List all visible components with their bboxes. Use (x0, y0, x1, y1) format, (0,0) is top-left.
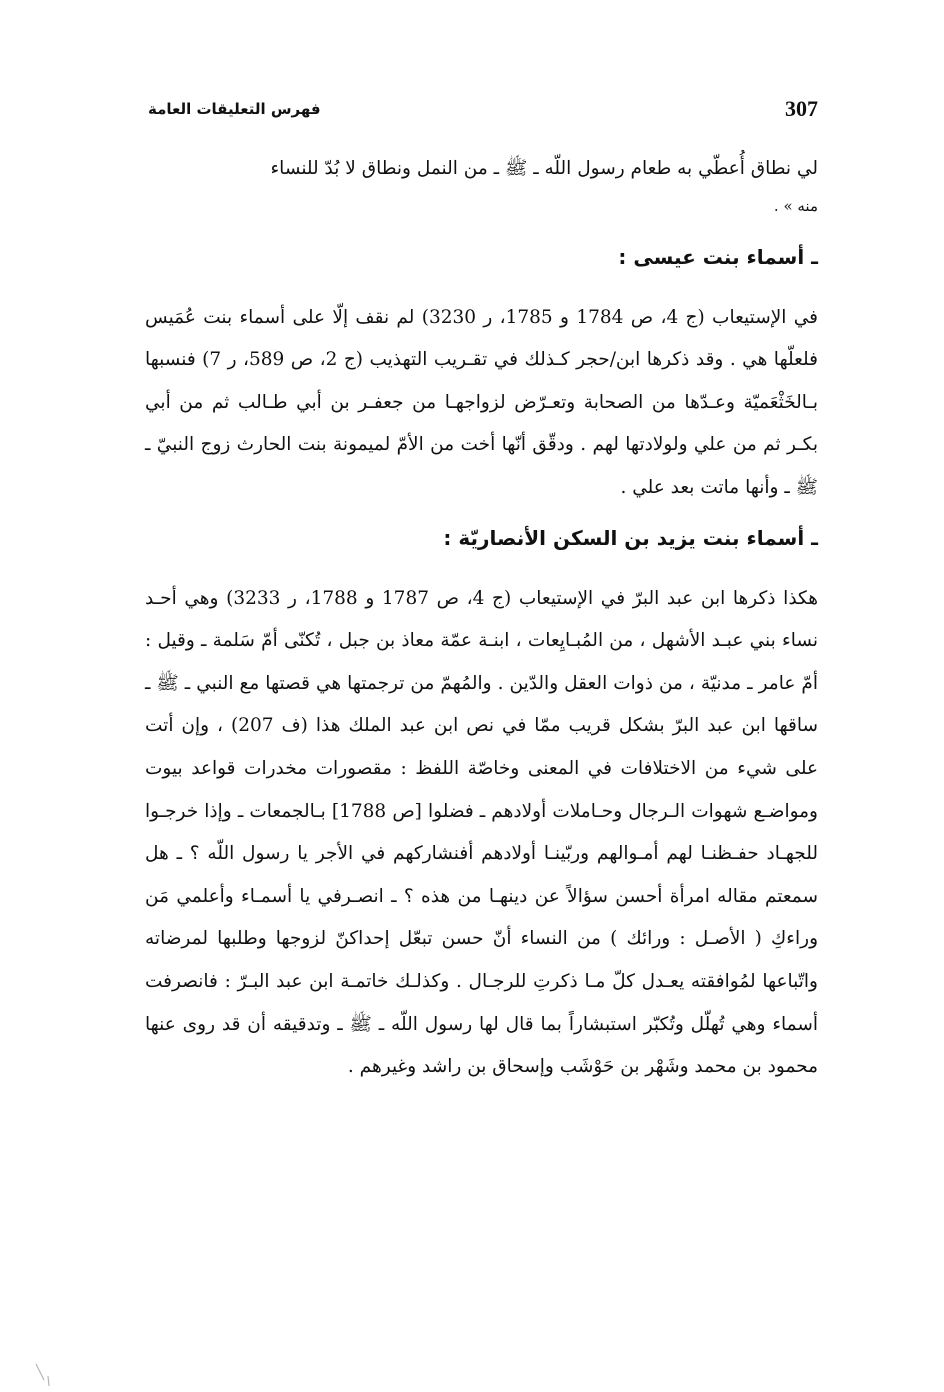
entry-heading-asma-bint-isa: ـ أسماء بنت عيسى : (618, 244, 818, 269)
page-number: 307 (785, 96, 818, 121)
page-header (148, 96, 818, 130)
intro-line-end: منه » . (773, 196, 818, 215)
entry-text-asma-bint-isa: في الإستيعاب (ج 4، ص 1784 و 1785، ر 3230) لم نقف إلّا على أسماء بنت عُمَيس فلعلّها هي . وقد ذكرها ابن/حجر كـذلك في تقـريب التهذيب (ج 2، ص 589، ر 7) فنسبها بـالخَثْعَميّة وعـدّها من الصحابة وتعـرّض لزواجهـا من جعفـر بن أبي طـالب ثم من أبي بكـر ثم من علي ولولادتها لهم . ودقّق أنّها أخت من الأمّ لميمونة بنت الحارث زوج النبيّ ـ ﷺ ـ وأنها ماتت بعد علي . (145, 306, 818, 498)
entry-heading-asma-bint-yazid: ـ أسماء بنت يزيد بن السكن الأنصاريّة : (443, 525, 818, 550)
intro-line: لي نطاق أُعطّي به طعام رسول اللّه ـ ﷺ ـ من النمل ونطاق لا بُدّ للنساء (270, 158, 818, 179)
page-body (145, 148, 818, 1089)
scan-mark (34, 1362, 52, 1388)
entry-text-asma-bint-yazid: هكذا ذكرها ابن عبد البرّ في الإستيعاب (ج 4، ص 1787 و 1788، ر 3233) وهي أحـد نساء بني عبـد الأشهل ، من المُبـايِعات ، ابنـة عمّة معاذ بن جبل ، تُكنّى أمّ سَلمة ـ وقيل : أمّ عامر ـ مدنيّة ، من ذوات العقل والدّين . والمُهمّ من ترجمتها هي قصتها مع النبي ـ ﷺ ـ ساقها ابن عبد البرّ بشكل قريب ممّا في نص ابن عبد الملك هذا (ف 207) ، وإن أتت على شيء من الاختلافات في المعنى وخاصّة اللفظ : مقصورات مخدرات قواعد بيوت ومواضـع شهوات الـرجال وحـاملات أولادهم ـ فضلوا [ص 1788] بـالجمعات ـ وإذا خرجـوا للجهـاد حفـظنـا لهم أمـوالهم وربّينـا أولادهم أفنشاركهم في الأجر يا رسول اللّه ؟ ـ هل سمعتم مقاله امرأة أحسن سؤالاً عن دينهـا من هذه ؟ ـ انصـرفي يا أسمـاء وأعلمي مَن وراءكِ ( الأصـل : ورائك ) من النساء أنّ حسن تبعّل إحداكنّ لزوجها وطلبها لمرضاته واتّباعها لمُوافقته يعـدل كلّ مـا ذكرتِ للرجـال . وكذلـك خاتمـة ابن عبد البـرّ : فانصرفت أسماء وهي تُهلّل وتُكبّر استبشاراً بما قال لها رسول اللّه ـ ﷺ ـ وتدقيقه أن قد روى عنها محمود بن محمد وشَهْر بن حَوْشَب وإسحاق بن راشد وغيرهم . (145, 587, 819, 1078)
running-title: فهرس التعليقات العامة (148, 100, 321, 118)
